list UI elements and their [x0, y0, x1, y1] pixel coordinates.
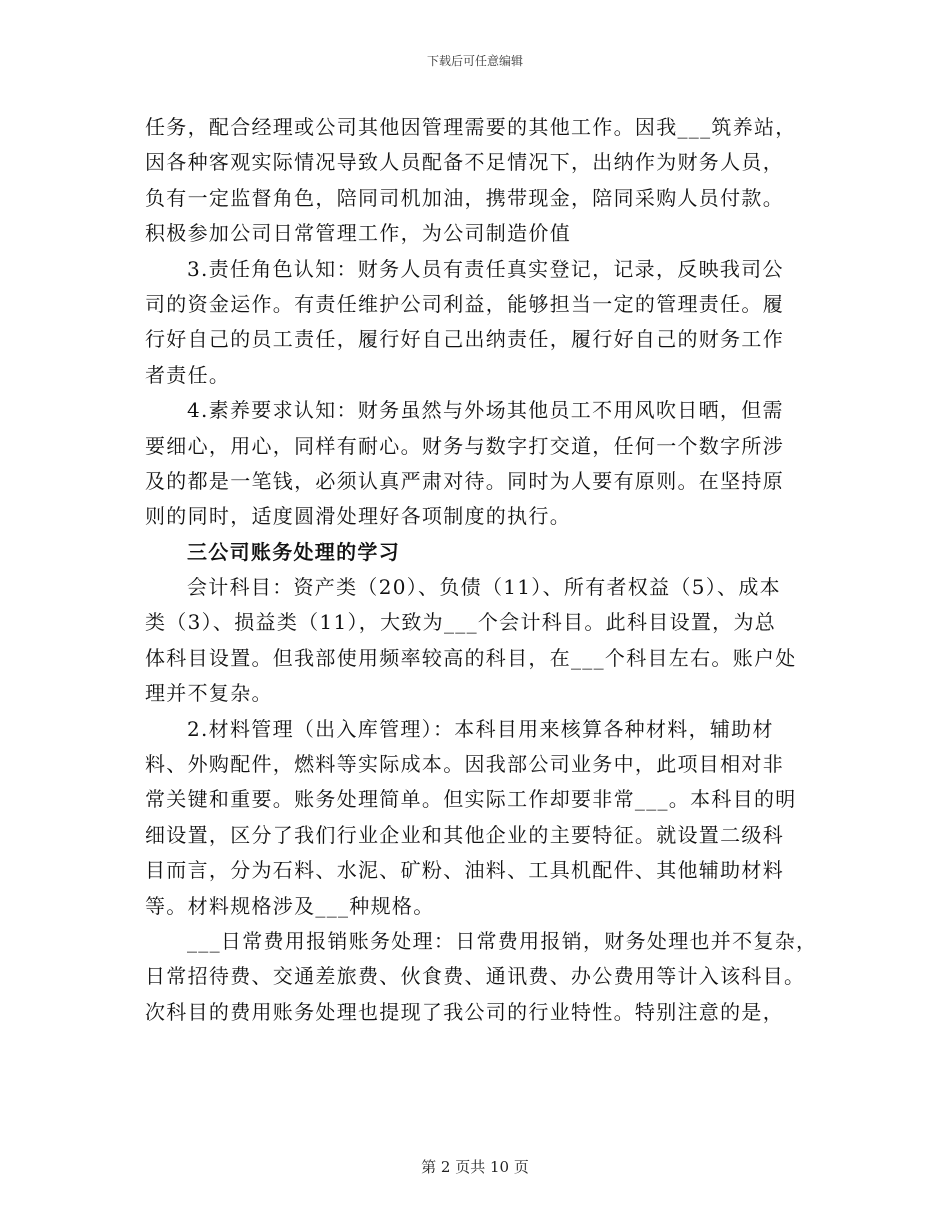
text-line: 3.责任角色认知：财务人员有责任真实登记，记录，反映我司公: [187, 256, 784, 281]
text-line: 要细心，用心，同样有耐心。财务与数字打交道，任何一个数字所涉: [145, 433, 784, 458]
text-line: 行好自己的员工责任，履行好自己出纳责任，履行好自己的财务工作: [145, 327, 784, 352]
document-body: [145, 110, 825, 1030]
text-line: 则的同时，适度圆滑处理好各项制度的执行。: [145, 504, 571, 529]
text-line: 积极参加公司日常管理工作，为公司制造价值: [145, 221, 571, 246]
text-line: 等。材料规格涉及___种规格。: [145, 893, 435, 918]
text-line: ___日常费用报销账务处理：日常费用报销，财务处理也并不复杂，: [187, 928, 818, 953]
page-number: 第 2 页共 10 页: [421, 1158, 529, 1176]
text-line: 理并不复杂。: [145, 681, 273, 706]
text-line: 细设置，区分了我们行业企业和其他企业的主要特征。就设置二级科: [145, 822, 784, 847]
text-line: 常关键和重要。账务处理简单。但实际工作却要非常___。本科目的明: [145, 787, 797, 812]
text-line: 负有一定监督角色，陪同司机加油，携带现金，陪同采购人员付款。: [145, 185, 784, 210]
text-line: 目而言，分为石料、水泥、矿粉、油料、工具机配件、其他辅助材料: [145, 858, 784, 883]
text-line: 会计科目：资产类（20）、负债（11）、所有者权益（5）、成本: [187, 575, 781, 600]
text-line: 任务，配合经理或公司其他因管理需要的其他工作。因我___筑养站，: [145, 115, 797, 139]
text-line: 司的资金运作。有责任维护公司利益，能够担当一定的管理责任。履: [145, 291, 784, 316]
page-header: 下载后可任意编辑: [426, 54, 523, 68]
text-line: 4.素养要求认知：财务虽然与外场其他员工不用风吹日晒，但需: [187, 398, 784, 423]
text-line: 料、外购配件，燃料等实际成本。因我部公司业务中，此项目相对非: [145, 752, 784, 777]
text-line: 次科目的费用账务处理也提现了我公司的行业特性。特别注意的是，: [145, 999, 784, 1024]
text-line: 体科目设置。但我部使用频率较高的科目，在___个科目左右。账户处: [145, 645, 797, 670]
text-line: 及的都是一笔钱，必须认真严肃对待。同时为人要有原则。在坚持原: [145, 468, 784, 493]
text-line: 因各种客观实际情况导致人员配备不足情况下，出纳作为财务人员，: [145, 150, 784, 175]
text-line: 日常招待费、交通差旅费、伙食费、通讯费、办公费用等计入该科目。: [145, 964, 806, 989]
text-line: 2.材料管理（出入库管理）：本科目用来核算各种材料，辅助材: [187, 716, 774, 741]
text-line: 者责任。: [145, 362, 231, 387]
text-line: 类（3）、损益类（11），大致为___个会计科目。此科目设置，为总: [145, 610, 777, 635]
section-heading: 三公司账务处理的学习: [187, 539, 400, 564]
